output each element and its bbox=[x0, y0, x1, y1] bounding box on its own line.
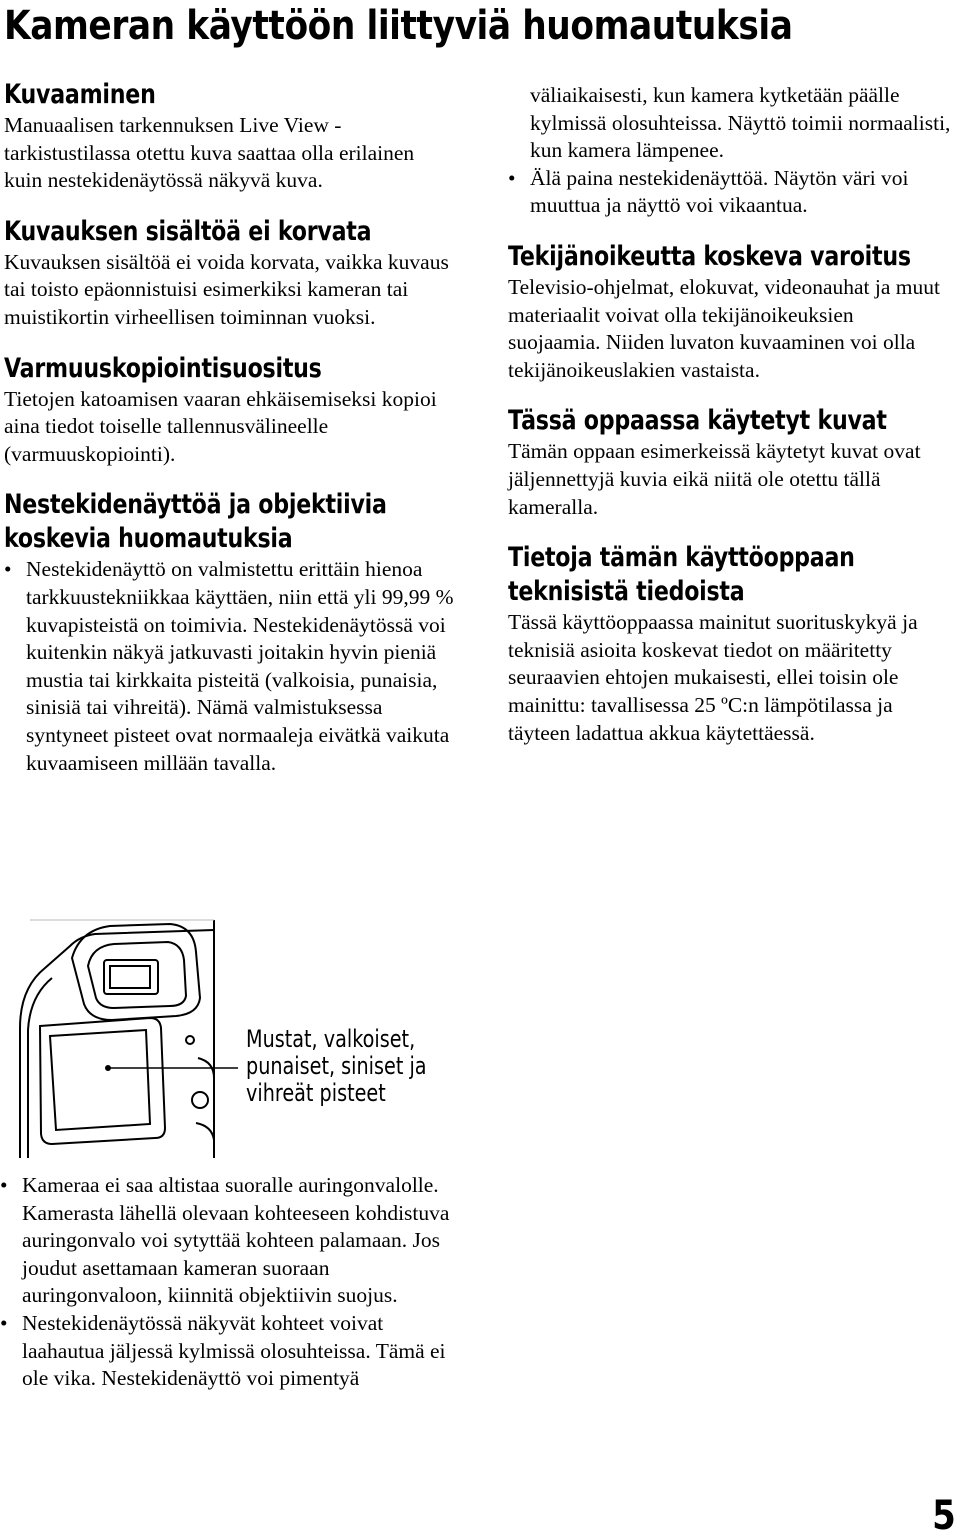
list-item-text: Nestekidenäyttö on valmistettu erittäin hienoa tarkkuustekniikkaa käyttäen, niin että yli 99,99 % kuvapisteistä on toimivia. Nestekidenäytössä voi kuitenkin näkyä jatkuvasti joitakin hyvin pieniä mustia tai kirkkaita pisteitä (valkoisia, punaisia, sinisiä tai vihreitä). Nämä valmistuksessa syntyneet pisteet ovat normaaleja eivätkä vaikuta kuvaamiseen millään tavalla. bbox=[26, 557, 454, 775]
lcd-bullet-list bbox=[4, 556, 454, 777]
section-heading-backup: Varmuuskopiointisuositus bbox=[4, 352, 322, 384]
section-text-no-compensation: Kuvauksen sisältöä ei voida korvata, vaikka kuvaus tai toisto epäonnistuisi esimerkiksi kameran tai muistikortin virheellisen toiminnan vuoksi. bbox=[4, 249, 449, 329]
section-heading-no-compensation: Kuvauksen sisältöä ei korvata bbox=[4, 215, 372, 247]
list-item bbox=[0, 1310, 460, 1393]
section-heading-images: Tässä oppaassa käytetyt kuvat bbox=[508, 405, 887, 437]
section-heading-shooting: Kuvaaminen bbox=[4, 79, 156, 110]
callout-line: Mustat, valkoiset, bbox=[246, 1025, 416, 1053]
figure-callout bbox=[246, 1026, 427, 1107]
section-heading-lcd-lens-line2: koskevia huomautuksia bbox=[4, 523, 293, 555]
list-item-text: Kameraa ei saa altistaa suoralle auringonvalolle. Kamerasta lähellä olevaan kohteeseen kohdistuva auringonvalo voi sytyttää kohteen palamaan. Jos joudut asettamaan kameran suoraan auringonvaloon, kiinnitä objektiivin suojus. bbox=[22, 1173, 450, 1308]
list-item bbox=[4, 556, 454, 777]
callout-line: vihreät pisteet bbox=[246, 1079, 386, 1107]
list-item bbox=[0, 1172, 460, 1310]
bullet-icon: • bbox=[4, 557, 12, 582]
bullet-icon: • bbox=[0, 1310, 8, 1335]
left-column bbox=[4, 78, 466, 777]
section-text-images: Tämän oppaan esimerkeissä käytetyt kuvat ovat jäljennettyjä kuvia eikä niitä ole otettu tällä kameralla. bbox=[508, 439, 921, 519]
section-heading-copyright: Tekijänoikeutta koskeva varoitus bbox=[508, 240, 911, 272]
right-column bbox=[508, 82, 960, 747]
page-title: Kameran käyttöön liittyviä huomautuksia bbox=[4, 3, 793, 49]
section-heading-specs-line2: teknisistä tiedoista bbox=[508, 576, 745, 608]
section-text-shooting: Manuaalisen tarkennuksen Live View -tarkistustilassa otettu kuva saattaa olla erilainen kuin nestekidenäytössä näkyvä kuva. bbox=[4, 113, 415, 193]
page-number: 5 bbox=[932, 1493, 956, 1539]
list-item bbox=[508, 165, 960, 220]
section-text-copyright: Televisio-ohjelmat, elokuvat, videonauhat ja muut materiaalit voivat olla tekijänoikeuksien suojaamia. Niiden luvaton kuvaaminen voi olla tekijänoikeuslakien vastaista. bbox=[508, 274, 940, 382]
section-heading-lcd-lens-line1: Nestekidenäyttöä ja objektiivia bbox=[4, 489, 387, 521]
section-text-backup: Tietojen katoamisen vaaran ehkäisemiseksi kopioi aina tiedot toiselle tallennusvälineelle (varmuuskopiointi). bbox=[4, 386, 437, 466]
bullet-icon: • bbox=[0, 1173, 8, 1197]
section-text-specs: Tässä käyttöoppaassa mainitut suorituskykyä ja teknisiä asioita koskevat tiedot on määritetty seuraavien ehtojen mukaisesti, ellei toisin ole mainittu: tavallisessa 25 ºC:n lämpötilassa ja täyteen ladattua akkua käytettäessä. bbox=[508, 610, 918, 745]
list-item-text: Nestekidenäytössä näkyvät kohteet voivat laahautua jäljessä kylmissä olosuhteissa. Tämä ei ole vika. Nestekidenäyttö voi pimentyä bbox=[22, 1310, 446, 1391]
callout-line: punaiset, siniset ja bbox=[246, 1052, 427, 1080]
bottom-bullets bbox=[0, 1172, 462, 1393]
continued-text: väliaikaisesti, kun kamera kytketään päälle kylmissä olosuhteissa. Näyttö toimii normaalisti, kun kamera lämpenee. bbox=[530, 83, 951, 163]
bullet-icon: • bbox=[508, 165, 516, 190]
list-item-text: Älä paina nestekidenäyttöä. Näytön väri voi muuttua ja näyttö voi vikaantua. bbox=[530, 165, 909, 218]
section-heading-specs-line1: Tietoja tämän käyttöoppaan bbox=[508, 542, 855, 574]
